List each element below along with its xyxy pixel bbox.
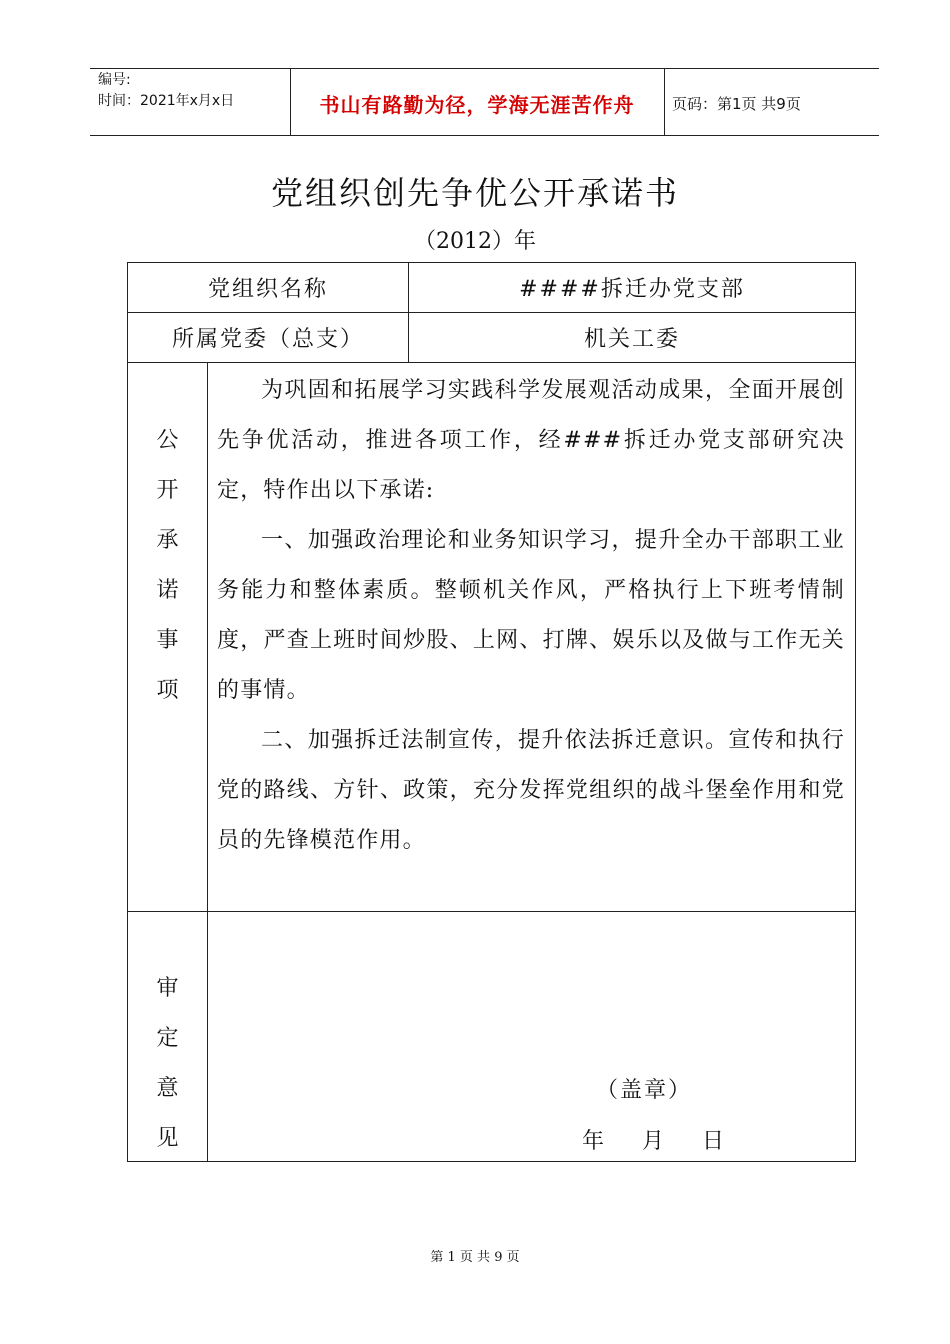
promise-label-char: 诺 bbox=[156, 578, 179, 603]
header-divider-1 bbox=[290, 68, 291, 136]
header-meta bbox=[98, 70, 234, 112]
promise-label-char: 承 bbox=[156, 528, 179, 553]
committee-label: 所属党委（总支） bbox=[171, 327, 364, 352]
review-label-char: 意 bbox=[156, 1076, 179, 1101]
time-label: 时间：2021年x月x日 bbox=[98, 93, 235, 109]
header-page-info: 页码：第1页 共9页 bbox=[672, 94, 801, 113]
review-label-char: 定 bbox=[156, 1026, 179, 1051]
committee-value: 机关工委 bbox=[583, 327, 680, 352]
review-label bbox=[128, 964, 207, 1164]
promise-label bbox=[128, 416, 207, 716]
seal-text: （盖章） bbox=[596, 1078, 693, 1103]
header-motto: 书山有路勤为径，学海无涯苦作舟 bbox=[319, 92, 635, 117]
table-col-divider-bottom bbox=[207, 362, 208, 1162]
header-divider-2 bbox=[664, 68, 665, 136]
promise-paragraph-2: 二、加强拆迁法制宣传，提升依法拆迁意识。宣传和执行党的路线、方针、政策，充分发挥党组织的战斗堡垒作用和党员的先锋模范作用。 bbox=[217, 728, 845, 853]
review-label-char: 见 bbox=[156, 1126, 179, 1151]
document-year: （2012）年 bbox=[414, 229, 536, 254]
date-text: 年 月 日 bbox=[582, 1129, 726, 1154]
header-top-rule bbox=[90, 68, 879, 69]
promise-label-char: 项 bbox=[156, 678, 179, 703]
promise-paragraph-intro: 为巩固和拓展学习实践科学发展观活动成果，全面开展创先争优活动，推进各项工作，经###拆迁办党支部研究决定，特作出以下承诺: bbox=[217, 378, 845, 503]
document-title: 党组织创先争优公开承诺书 bbox=[270, 174, 679, 212]
table-row-divider-2 bbox=[127, 362, 856, 363]
promise-label-char: 公 bbox=[156, 428, 179, 453]
org-name-label: 党组织名称 bbox=[207, 277, 328, 302]
promise-label-char: 事 bbox=[156, 628, 179, 653]
review-label-char: 审 bbox=[156, 976, 179, 1001]
table-row-divider-3 bbox=[127, 911, 856, 912]
org-name-value: ####拆迁办党支部 bbox=[519, 277, 745, 302]
promise-paragraph-1: 一、加强政治理论和业务知识学习，提升全办干部职工业务能力和整体素质。整顿机关作风，严格执行上下班考情制度，严查上班时间炒股、上网、打牌、娱乐以及做与工作无关的事情。 bbox=[217, 528, 845, 703]
footer-page-number: 第 1 页 共 9 页 bbox=[430, 1250, 520, 1265]
promise-label-char: 开 bbox=[156, 478, 179, 503]
serial-label: 编号: bbox=[98, 72, 131, 88]
